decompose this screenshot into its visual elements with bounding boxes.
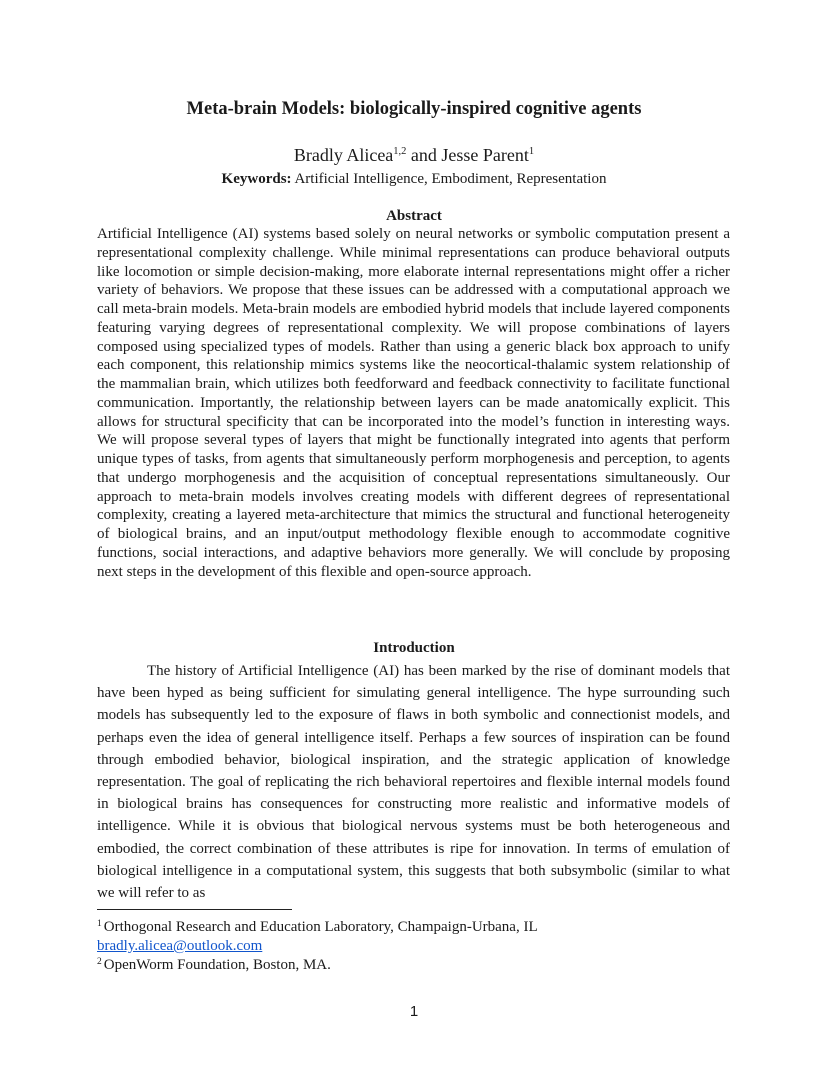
- footnote-2-marker: 2: [97, 957, 102, 967]
- introduction-paragraph: [97, 660, 730, 904]
- author-line: [0, 144, 828, 166]
- keywords-label: Keywords:: [221, 171, 292, 187]
- author-2-affiliation: 1: [528, 146, 535, 157]
- abstract-heading: Abstract: [386, 208, 442, 224]
- introduction-text: The history of Artificial Intelligence (AI) has been marked by the rise of dominant models that have been hyped as being sufficient for simulating general intelligence. The hype surrounding such models has subsequently led to the exposure of flaws in both symbolic and connectionist models, and perhaps even the idea of general intelligence itself. Perhaps a few sources of inspiration can be found through embodied behavior, biological inspiration, and the strategic application of knowledge representation. The goal of replicating the rich behavioral repertoires and flexible internal models found in biological brains has consequences for constructing more realistic and informative models of intelligence. While it is obvious that biological nervous systems must be both heterogeneous and embodied, the correct combination of these attributes is ripe for innovation. In terms of emulation of biological intelligence in a computational system, this suggests that both subsymbolic (similar to what we will refer to as: [97, 663, 730, 902]
- page-number: 1: [409, 1003, 419, 1020]
- footnote-divider: [97, 909, 292, 910]
- footnote-1-marker: 1: [97, 919, 102, 929]
- keywords-line: [0, 170, 828, 188]
- footnote-2-text: OpenWorm Foundation, Boston, MA.: [103, 957, 331, 973]
- keywords-value: Artificial Intelligence, Embodiment, Representation: [291, 171, 607, 187]
- author-1-affiliation: 1,2: [393, 146, 407, 157]
- email-link[interactable]: bradly.alicea@outlook.com: [97, 938, 263, 954]
- author-2-name: Jesse Parent: [441, 145, 529, 165]
- introduction-heading: Introduction: [373, 640, 455, 656]
- author-conjunction: and: [406, 145, 442, 165]
- abstract-text: Artificial Intelligence (AI) systems based solely on neural networks or symbolic computation present a representational complexity challenge. While minimal representations can produce behavioral outputs like locomotion or simple decision-making, more elaborate internal representations might offer a richer variety of behaviors. We propose that these issues can be addressed with a computational approach we call meta-brain models. Meta-brain models are embodied hybrid models that include layered components featuring varying degrees of representational complexity. We will propose combinations of layers composed using specialized types of models. Rather than using a generic black box approach to unify each component, this relationship mimics systems like the neocortical-thalamic system relationship of the mammalian brain, which utilizes both feedforward and feedback connectivity to facilitate functional communication. Importantly, the relationship between layers can be made anatomically explicit. This allows for structural specificity that can be incorporated into the model’s function in interesting ways. We will propose several types of layers that might be functionally integrated into agents that perform unique types of tasks, from agents that simultaneously perform morphogenesis and perception, to agents that undergo morphogenesis and the acquisition of conceptual representations simultaneously. Our approach to meta-brain models involves creating models with different degrees of representational complexity, creating a layered meta-architecture that mimics the structural and functional heterogeneity of biological brains, and an input/output methodology flexible enough to accommodate cognitive functions, social interactions, and adaptive behaviors more generally. We will conclude by proposing next steps in the development of this flexible and open-source approach.: [97, 226, 730, 580]
- footnote-2: [97, 956, 730, 975]
- footnote-email: [97, 937, 730, 956]
- paper-title: Meta-brain Models: biologically-inspired cognitive agents: [186, 99, 642, 119]
- author-1-name: Bradly Alicea: [293, 145, 394, 165]
- footnotes: [97, 918, 730, 975]
- footnote-1-text: Orthogonal Research and Education Laboratory, Champaign-Urbana, IL: [103, 919, 538, 935]
- footnote-1: [97, 918, 730, 937]
